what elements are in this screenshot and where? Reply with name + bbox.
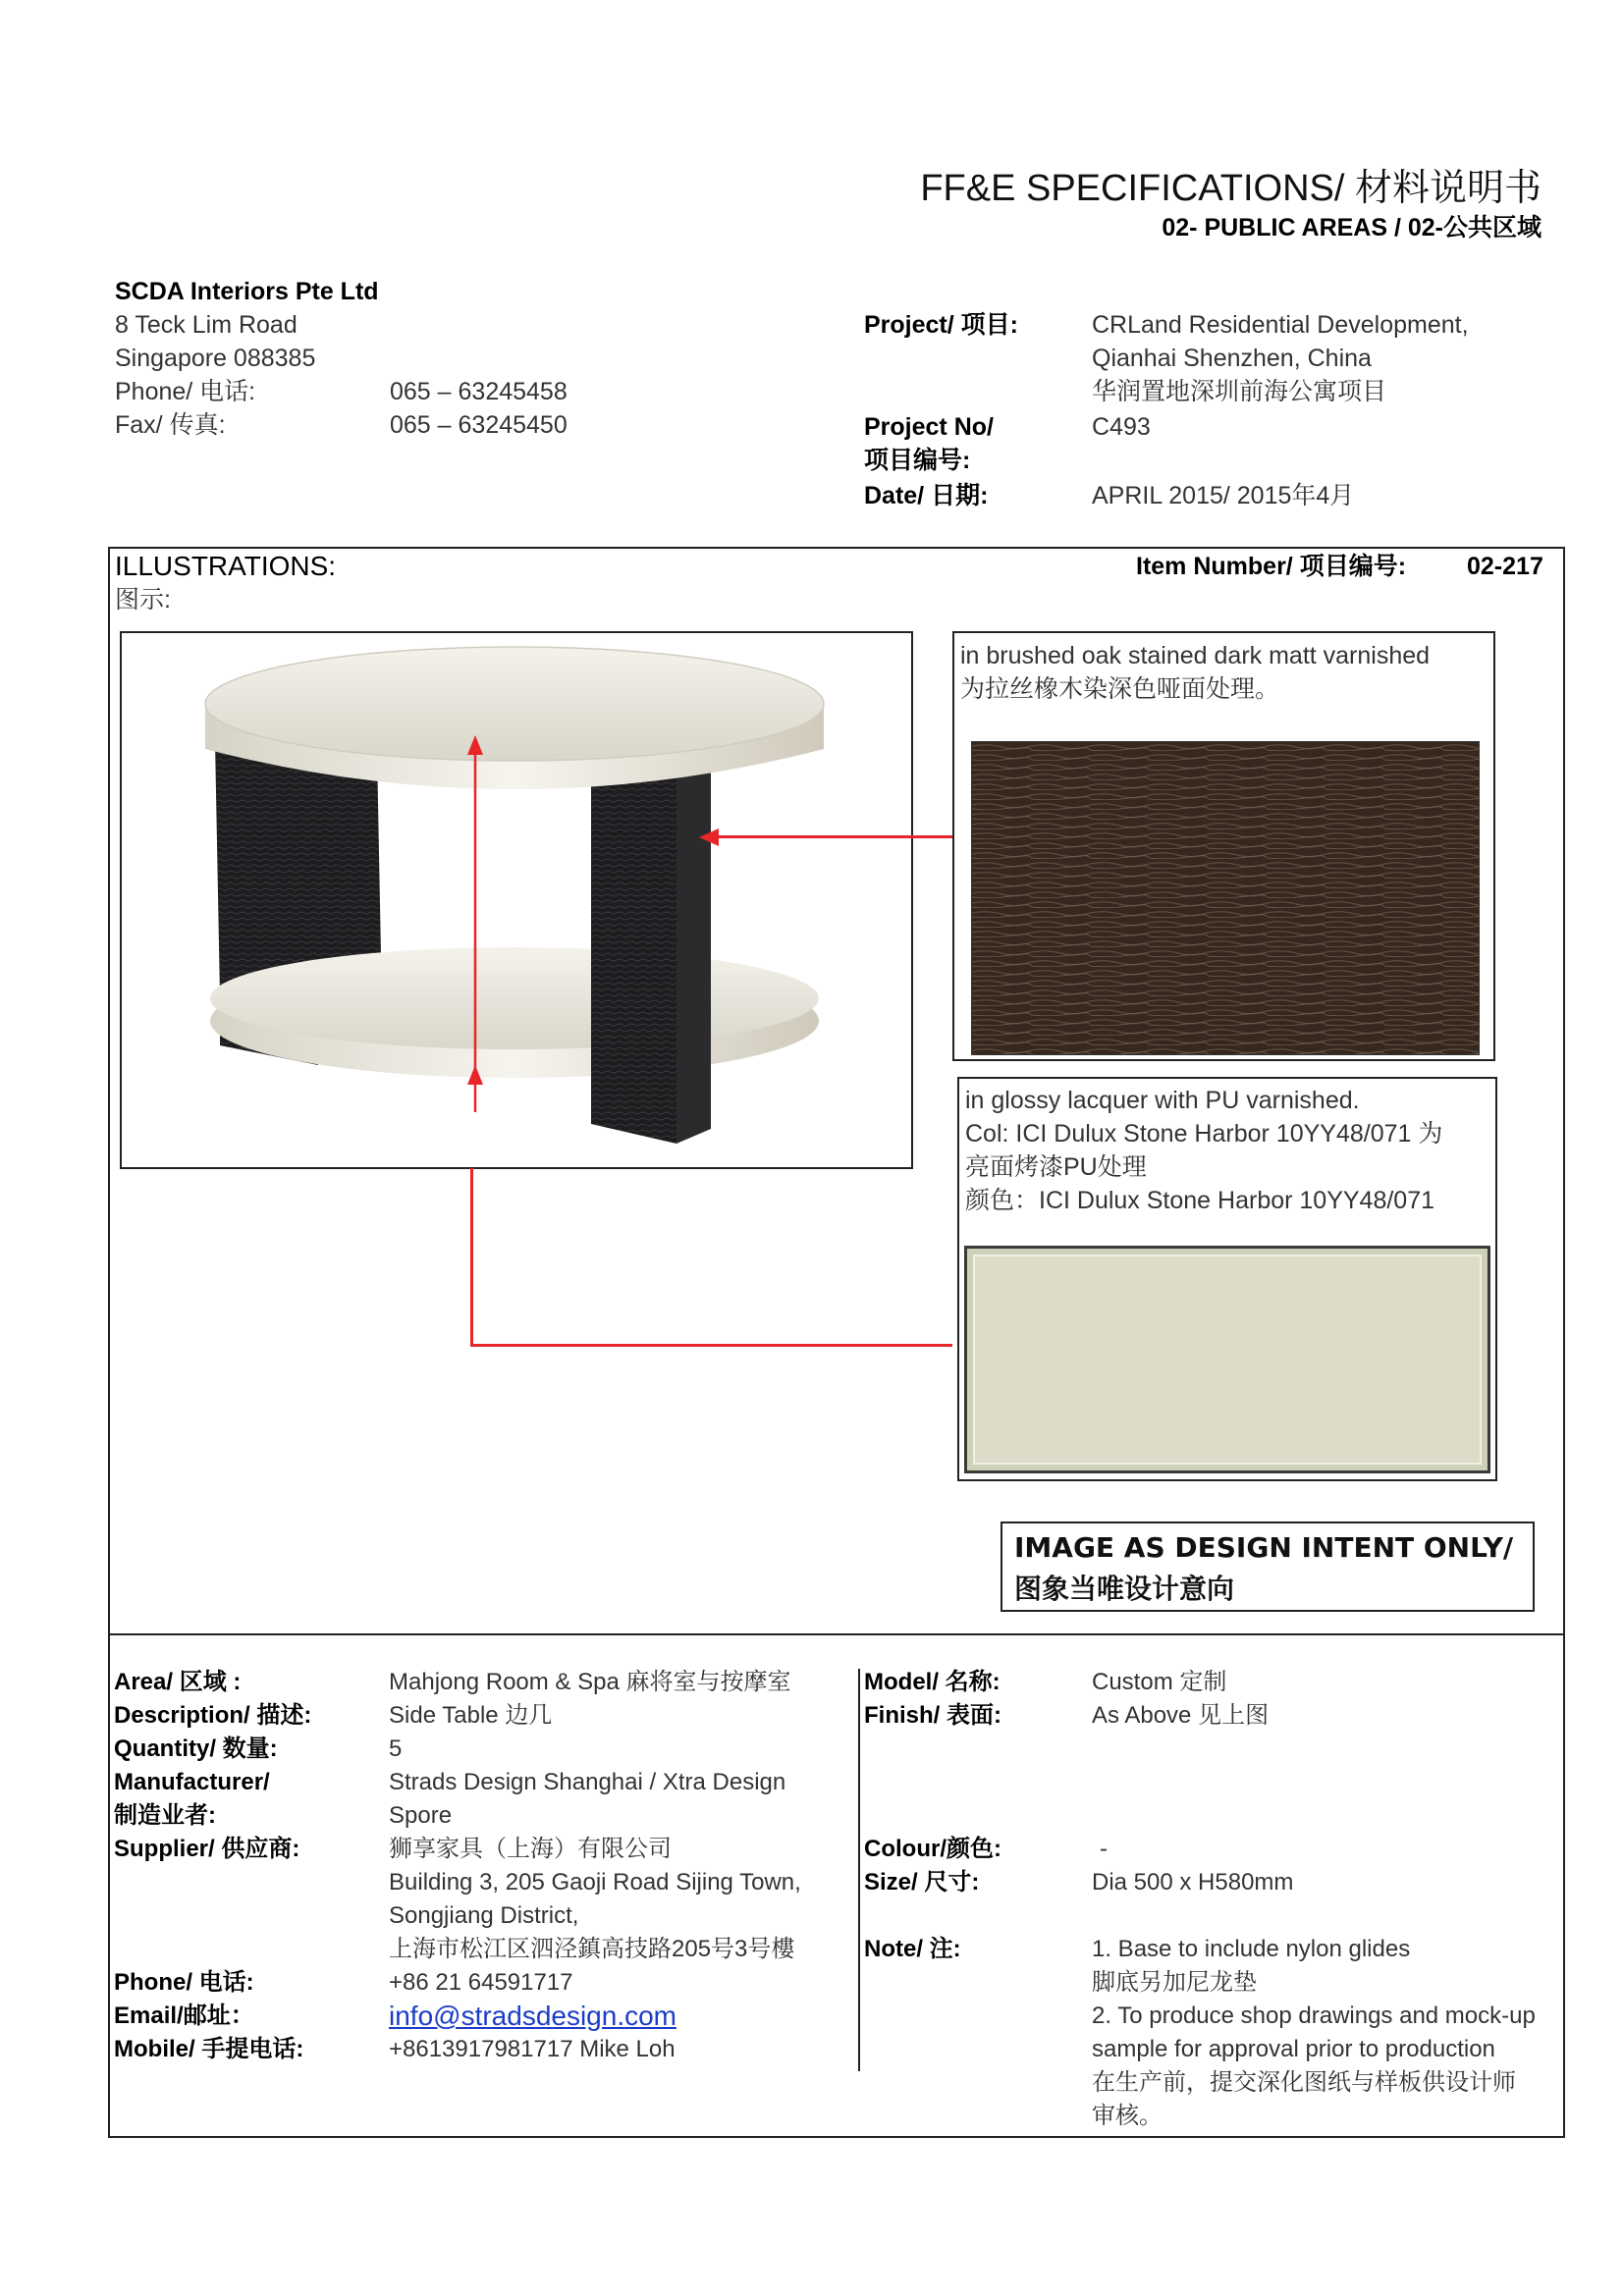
company-address-2: Singapore 088385 (115, 345, 316, 372)
page-subtitle: 02- PUBLIC AREAS / 02-公共区域 (1162, 214, 1542, 241)
section-divider (108, 1633, 1565, 1635)
column-divider (858, 1669, 860, 2071)
model-value: Custom 定制 (1092, 1669, 1227, 1695)
project-line: Qianhai Shenzhen, China (1092, 345, 1372, 372)
project-label: Project/ 项目: (864, 311, 1018, 339)
disclaimer-line: IMAGE AS DESIGN INTENT ONLY/ (1014, 1531, 1514, 1564)
email-label: Email/邮址： (114, 2002, 254, 2029)
note-values (1092, 1933, 1536, 2133)
details-right-values-2 (1092, 1833, 1293, 1899)
project-no-label-line: 项目编号: (864, 447, 971, 474)
colour-label: Colour/颜色: (864, 1836, 1001, 1862)
illustrations-label: ILLUSTRATIONS: (115, 551, 337, 581)
manufacturer-label: Manufacturer/ (114, 1769, 270, 1795)
arrow-oak-line (717, 835, 952, 838)
company-block (115, 275, 379, 442)
item-number-label: Item Number/ 项目编号: (1136, 553, 1407, 580)
mobile-label: Mobile/ 手提电话: (114, 2036, 304, 2062)
disclaimer-line: 图象当唯设计意向 (1014, 1573, 1235, 1605)
supplier-line: Building 3, 205 Gaoji Road Sijing Town, (389, 1869, 801, 1896)
colour-value: - (1100, 1836, 1108, 1862)
details-left-values (389, 1666, 801, 2066)
area-value: Mahjong Room & Spa 麻将室与按摩室 (389, 1669, 791, 1695)
finish-lacquer-text: 颜色：ICI Dulux Stone Harbor 10YY48/071 (965, 1187, 1435, 1214)
details-right-labels-2 (864, 1833, 1001, 1899)
details-right-labels (864, 1666, 1001, 1733)
manufacturer-label-cn: 制造业者: (114, 1802, 216, 1829)
email-link[interactable]: info@stradsdesign.com (389, 2001, 677, 2031)
size-label: Size/ 尺寸: (864, 1869, 980, 1896)
company-address-1: 8 Teck Lim Road (115, 311, 298, 339)
finish-lacquer-text: 亮面烤漆PU处理 (965, 1153, 1147, 1181)
date-value: APRIL 2015/ 2015年4月 (1092, 482, 1355, 509)
side-table-illustration (122, 633, 911, 1167)
lacquer-swatch (964, 1246, 1490, 1473)
page-title: FF&E SPECIFICATIONS/ 材料说明书 (920, 168, 1542, 209)
area-label: Area/ 区域 : (114, 1669, 242, 1695)
note-line: 在生产前，提交深化图纸与样板供设计师 (1092, 2069, 1516, 2096)
mobile-value: +8613917981717 Mike Loh (389, 2036, 676, 2062)
date-label: Date/ 日期: (864, 482, 989, 509)
finish-oak-text: in brushed oak stained dark matt varnished (960, 642, 1431, 669)
arrow-lacquer-line (470, 1344, 952, 1347)
item-number: 02-217 (1467, 553, 1543, 580)
company-phone-label: Phone/ 电话: (115, 378, 256, 405)
description-value: Side Table 边几 (389, 1702, 553, 1729)
phone-value: +86 21 64591717 (389, 1969, 573, 1996)
design-intent-disclaimer (1001, 1522, 1535, 1612)
company-fax-label: Fax/ 传真: (115, 411, 226, 439)
supplier-label: Supplier/ 供应商: (114, 1836, 300, 1862)
oak-swatch (971, 741, 1480, 1055)
manufacturer-value-2: Spore (389, 1802, 453, 1829)
finish-lacquer-text: in glossy lacquer with PU varnished. (965, 1087, 1360, 1114)
project-no: C493 (1092, 413, 1151, 441)
details-right-values (1092, 1666, 1269, 1733)
arrow-oak-head (699, 827, 721, 848)
finish-oak-text-cn: 为拉丝橡木染深色哑面处理。 (960, 675, 1280, 703)
note-line: 1. Base to include nylon glides (1092, 1936, 1411, 1962)
finish-label: Finish/ 表面: (864, 1702, 1001, 1729)
company-name: SCDA Interiors Pte Ltd (115, 278, 379, 305)
company-phone: 065 – 63245458 (390, 378, 568, 405)
project-no-label-line: Project No/ (864, 413, 994, 441)
manufacturer-value: Strads Design Shanghai / Xtra Design (389, 1769, 786, 1795)
illustrations-label-cn: 图示: (115, 586, 171, 614)
supplier-line: Songjiang District, (389, 1902, 579, 1929)
note-label: Note/ 注: (864, 1936, 961, 1962)
finish-lacquer-box (957, 1077, 1497, 1481)
project-line: CRLand Residential Development, (1092, 311, 1469, 339)
note-line: 2. To produce shop drawings and mock-up (1092, 2002, 1536, 2029)
note-line: 脚底另加尼龙垫 (1092, 1969, 1257, 1996)
project-line: 华润置地深圳前海公寓项目 (1092, 378, 1387, 405)
product-image (120, 631, 913, 1169)
note-line: 审核。 (1092, 2103, 1163, 2129)
finish-value: As Above 见上图 (1092, 1702, 1270, 1729)
arrow-lacquer-shaft (470, 1168, 473, 1346)
company-fax: 065 – 63245450 (390, 411, 568, 439)
project-name (1092, 308, 1469, 408)
quantity-label: Quantity/ 数量: (114, 1735, 278, 1762)
company-contacts (390, 375, 568, 442)
supplier-line: 上海市松江区泗泾鎮高技路205号3号樓 (389, 1936, 795, 1962)
note-line: sample for approval prior to production (1092, 2036, 1495, 2062)
model-label: Model/ 名称: (864, 1669, 1001, 1695)
project-no-label (864, 410, 994, 477)
finish-oak-box (952, 631, 1495, 1061)
description-label: Description/ 描述: (114, 1702, 312, 1729)
size-value: Dia 500 x H580mm (1092, 1869, 1294, 1896)
supplier-line: 狮享家具（上海）有限公司 (389, 1836, 672, 1862)
details-left-contact-labels (114, 1966, 303, 2066)
oak-wood-texture (972, 742, 1479, 1054)
details-left-labels (114, 1666, 311, 1866)
finish-lacquer-text: Col: ICI Dulux Stone Harbor 10YY48/071 为 (965, 1120, 1443, 1148)
quantity-value: 5 (389, 1735, 403, 1762)
phone-label: Phone/ 电话: (114, 1969, 254, 1996)
